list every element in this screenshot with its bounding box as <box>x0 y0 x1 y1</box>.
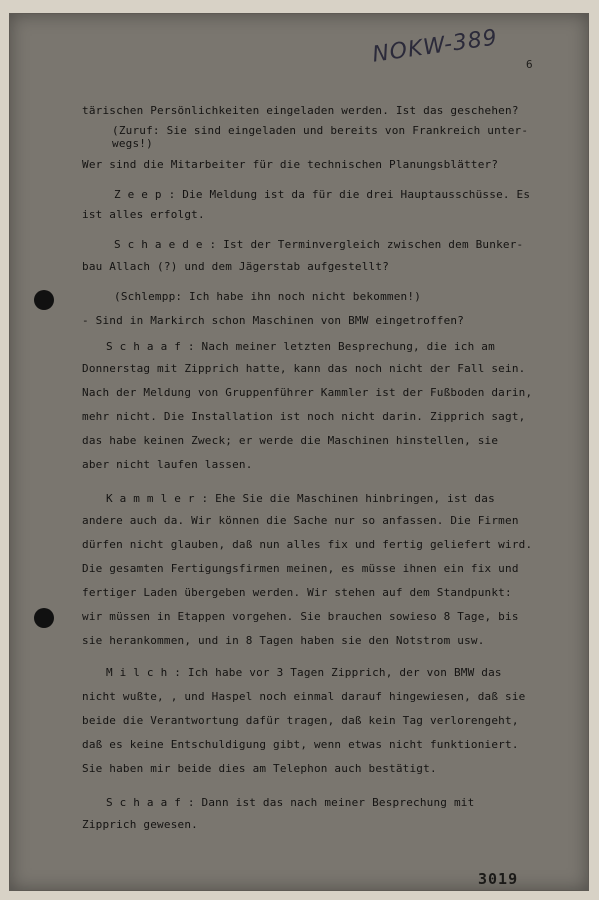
text-line: (Schlempp: Ich habe ihn noch nicht bekommen!) <box>114 290 422 303</box>
text-line: daß es keine Entschuldigung gibt, wenn etwas nicht funktioniert. <box>82 738 519 751</box>
text-line: dürfen nicht glauben, daß nun alles fix und fertig geliefert wird. <box>82 538 533 551</box>
text-line: Zipprich gewesen. <box>82 818 198 831</box>
text-line: das habe keinen Zweck; er werde die Maschinen hinstellen, sie <box>82 434 499 447</box>
text-line: wir müssen in Etappen vorgehen. Sie brauchen sowieso 8 Tage, bis <box>82 610 519 623</box>
text-line: - Sind in Markirch schon Maschinen von BMW eingetroffen? <box>82 314 465 327</box>
text-line: Nach der Meldung von Gruppenführer Kammler ist der Fußboden darin, <box>82 386 533 399</box>
page-number: 6 <box>526 58 533 71</box>
text-line: tärischen Persönlichkeiten eingeladen werden. Ist das geschehen? <box>82 104 519 117</box>
text-line: Wer sind die Mitarbeiter für die technischen Planungsblätter? <box>82 158 499 171</box>
text-line: ist alles erfolgt. <box>82 208 205 221</box>
text-line: S c h a e d e : Ist der Terminvergleich zwischen dem Bunker- <box>114 238 524 251</box>
text-line: Donnerstag mit Zipprich hatte, kann das noch nicht der Fall sein. <box>82 362 526 375</box>
text-line: beide die Verantwortung dafür tragen, daß kein Tag verlorengeht, <box>82 714 519 727</box>
text-line: Z e e p : Die Meldung ist da für die drei Hauptausschüsse. Es <box>114 188 531 201</box>
document-number: 3019 <box>478 870 519 888</box>
text-line: wegs!) <box>112 137 153 150</box>
text-line: bau Allach (?) und dem Jägerstab aufgestellt? <box>82 260 390 273</box>
text-line: M i l c h : Ich habe vor 3 Tagen Zipprich, der von BMW das <box>106 666 502 679</box>
text-line: nicht wußte, , und Haspel noch einmal darauf hingewiesen, daß sie <box>82 690 526 703</box>
text-line: fertiger Laden übergeben werden. Wir stehen auf dem Standpunkt: <box>82 586 512 599</box>
text-line: Die gesamten Fertigungsfirmen meinen, es müsse ihnen ein fix und <box>82 562 519 575</box>
text-line: K a m m l e r : Ehe Sie die Maschinen hinbringen, ist das <box>106 492 495 505</box>
text-line: (Zuruf: Sie sind eingeladen und bereits von Frankreich unter- <box>112 124 529 137</box>
text-line: andere auch da. Wir können die Sache nur so anfassen. Die Firmen <box>82 514 519 527</box>
text-line: mehr nicht. Die Installation ist noch nicht darin. Zipprich sagt, <box>82 410 526 423</box>
text-line: aber nicht laufen lassen. <box>82 458 253 471</box>
handwritten-reference-number: NOKW-389 <box>370 25 500 68</box>
text-line: S c h a a f : Dann ist das nach meiner Besprechung mit <box>106 796 475 809</box>
text-line: Sie haben mir beide dies am Telephon auch bestätigt. <box>82 762 437 775</box>
text-line: sie herankommen, und in 8 Tagen haben sie den Notstrom usw. <box>82 634 485 647</box>
text-line: S c h a a f : Nach meiner letzten Besprechung, die ich am <box>106 340 495 353</box>
